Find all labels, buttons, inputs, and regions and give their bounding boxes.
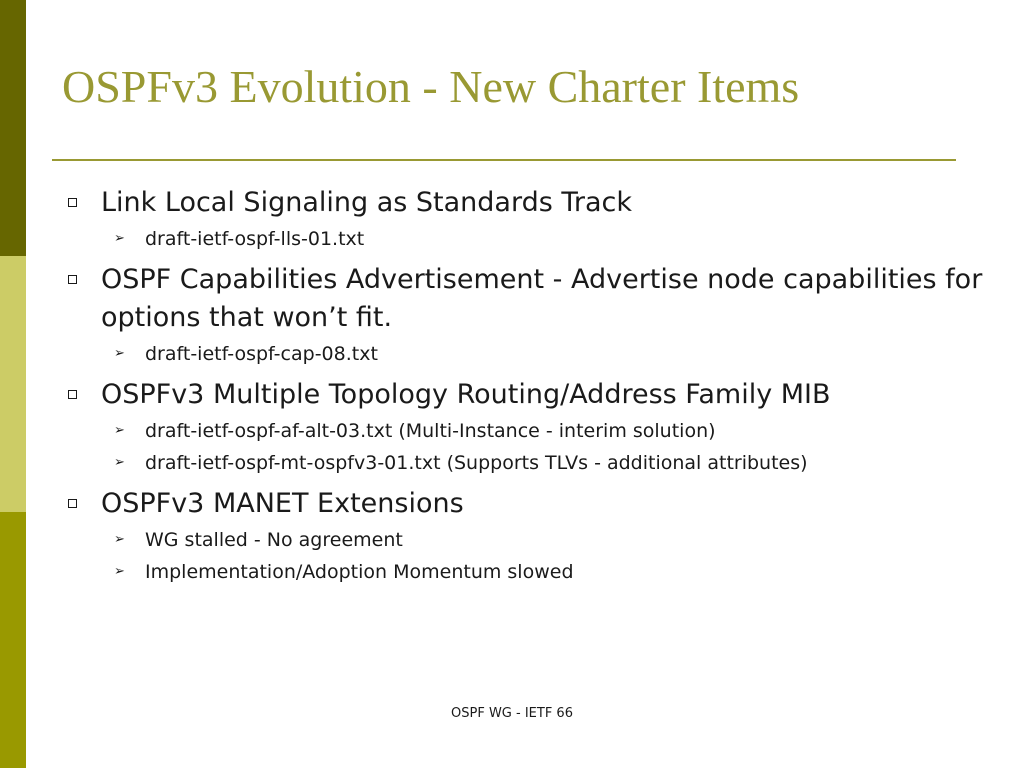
bullet-item — [62, 376, 1002, 414]
bullet-item — [62, 485, 1002, 523]
hollow-square-bullet-icon — [68, 390, 77, 399]
arrowhead-bullet-icon: ➢ — [114, 532, 125, 547]
bullet-text: OSPF Capabilities Advertisement - Advertise node capabilities for options that won’t fit. — [101, 264, 983, 333]
bullet-text: OSPFv3 MANET Extensions — [101, 488, 464, 519]
left-accent-bar — [0, 0, 26, 768]
sub-bullet-item — [62, 524, 1002, 556]
arrowhead-bullet-icon: ➢ — [114, 455, 125, 470]
sub-bullet-item — [62, 447, 1002, 479]
sub-bullet-item — [62, 338, 1002, 370]
arrowhead-bullet-icon: ➢ — [114, 564, 125, 579]
sub-bullet-text: draft-ietf-ospf-lls-01.txt — [145, 228, 365, 250]
title-underline — [52, 159, 956, 161]
bullet-text: Link Local Signaling as Standards Track — [101, 187, 633, 218]
arrowhead-bullet-icon: ➢ — [114, 346, 125, 361]
accent-bar-top — [0, 0, 26, 256]
hollow-square-bullet-icon — [68, 499, 77, 508]
sub-bullet-item — [62, 223, 1002, 255]
bullet-list — [62, 184, 1002, 588]
sub-bullet-text: draft-ietf-ospf-mt-ospfv3-01.txt (Supports TLVs - additional attributes) — [145, 452, 808, 474]
hollow-square-bullet-icon — [68, 198, 77, 207]
bullet-text: OSPFv3 Multiple Topology Routing/Address Family MIB — [101, 379, 831, 410]
bullet-item — [62, 184, 1002, 222]
hollow-square-bullet-icon — [68, 275, 77, 284]
accent-bar-middle — [0, 256, 26, 512]
sub-bullet-item — [62, 556, 1002, 588]
sub-bullet-text: Implementation/Adoption Momentum slowed — [145, 561, 574, 583]
sub-bullet-text: draft-ietf-ospf-af-alt-03.txt (Multi-Instance - interim solution) — [145, 420, 716, 442]
accent-bar-bottom — [0, 512, 26, 768]
sub-bullet-text: draft-ietf-ospf-cap-08.txt — [145, 343, 378, 365]
sub-bullet-text: WG stalled - No agreement — [145, 529, 403, 551]
bullet-item — [62, 261, 1002, 337]
arrowhead-bullet-icon: ➢ — [114, 231, 125, 246]
slide-title: OSPFv3 Evolution - New Charter Items — [62, 61, 800, 112]
sub-bullet-item — [62, 415, 1002, 447]
arrowhead-bullet-icon: ➢ — [114, 423, 125, 438]
slide-footer: OSPF WG - IETF 66 — [451, 706, 573, 721]
